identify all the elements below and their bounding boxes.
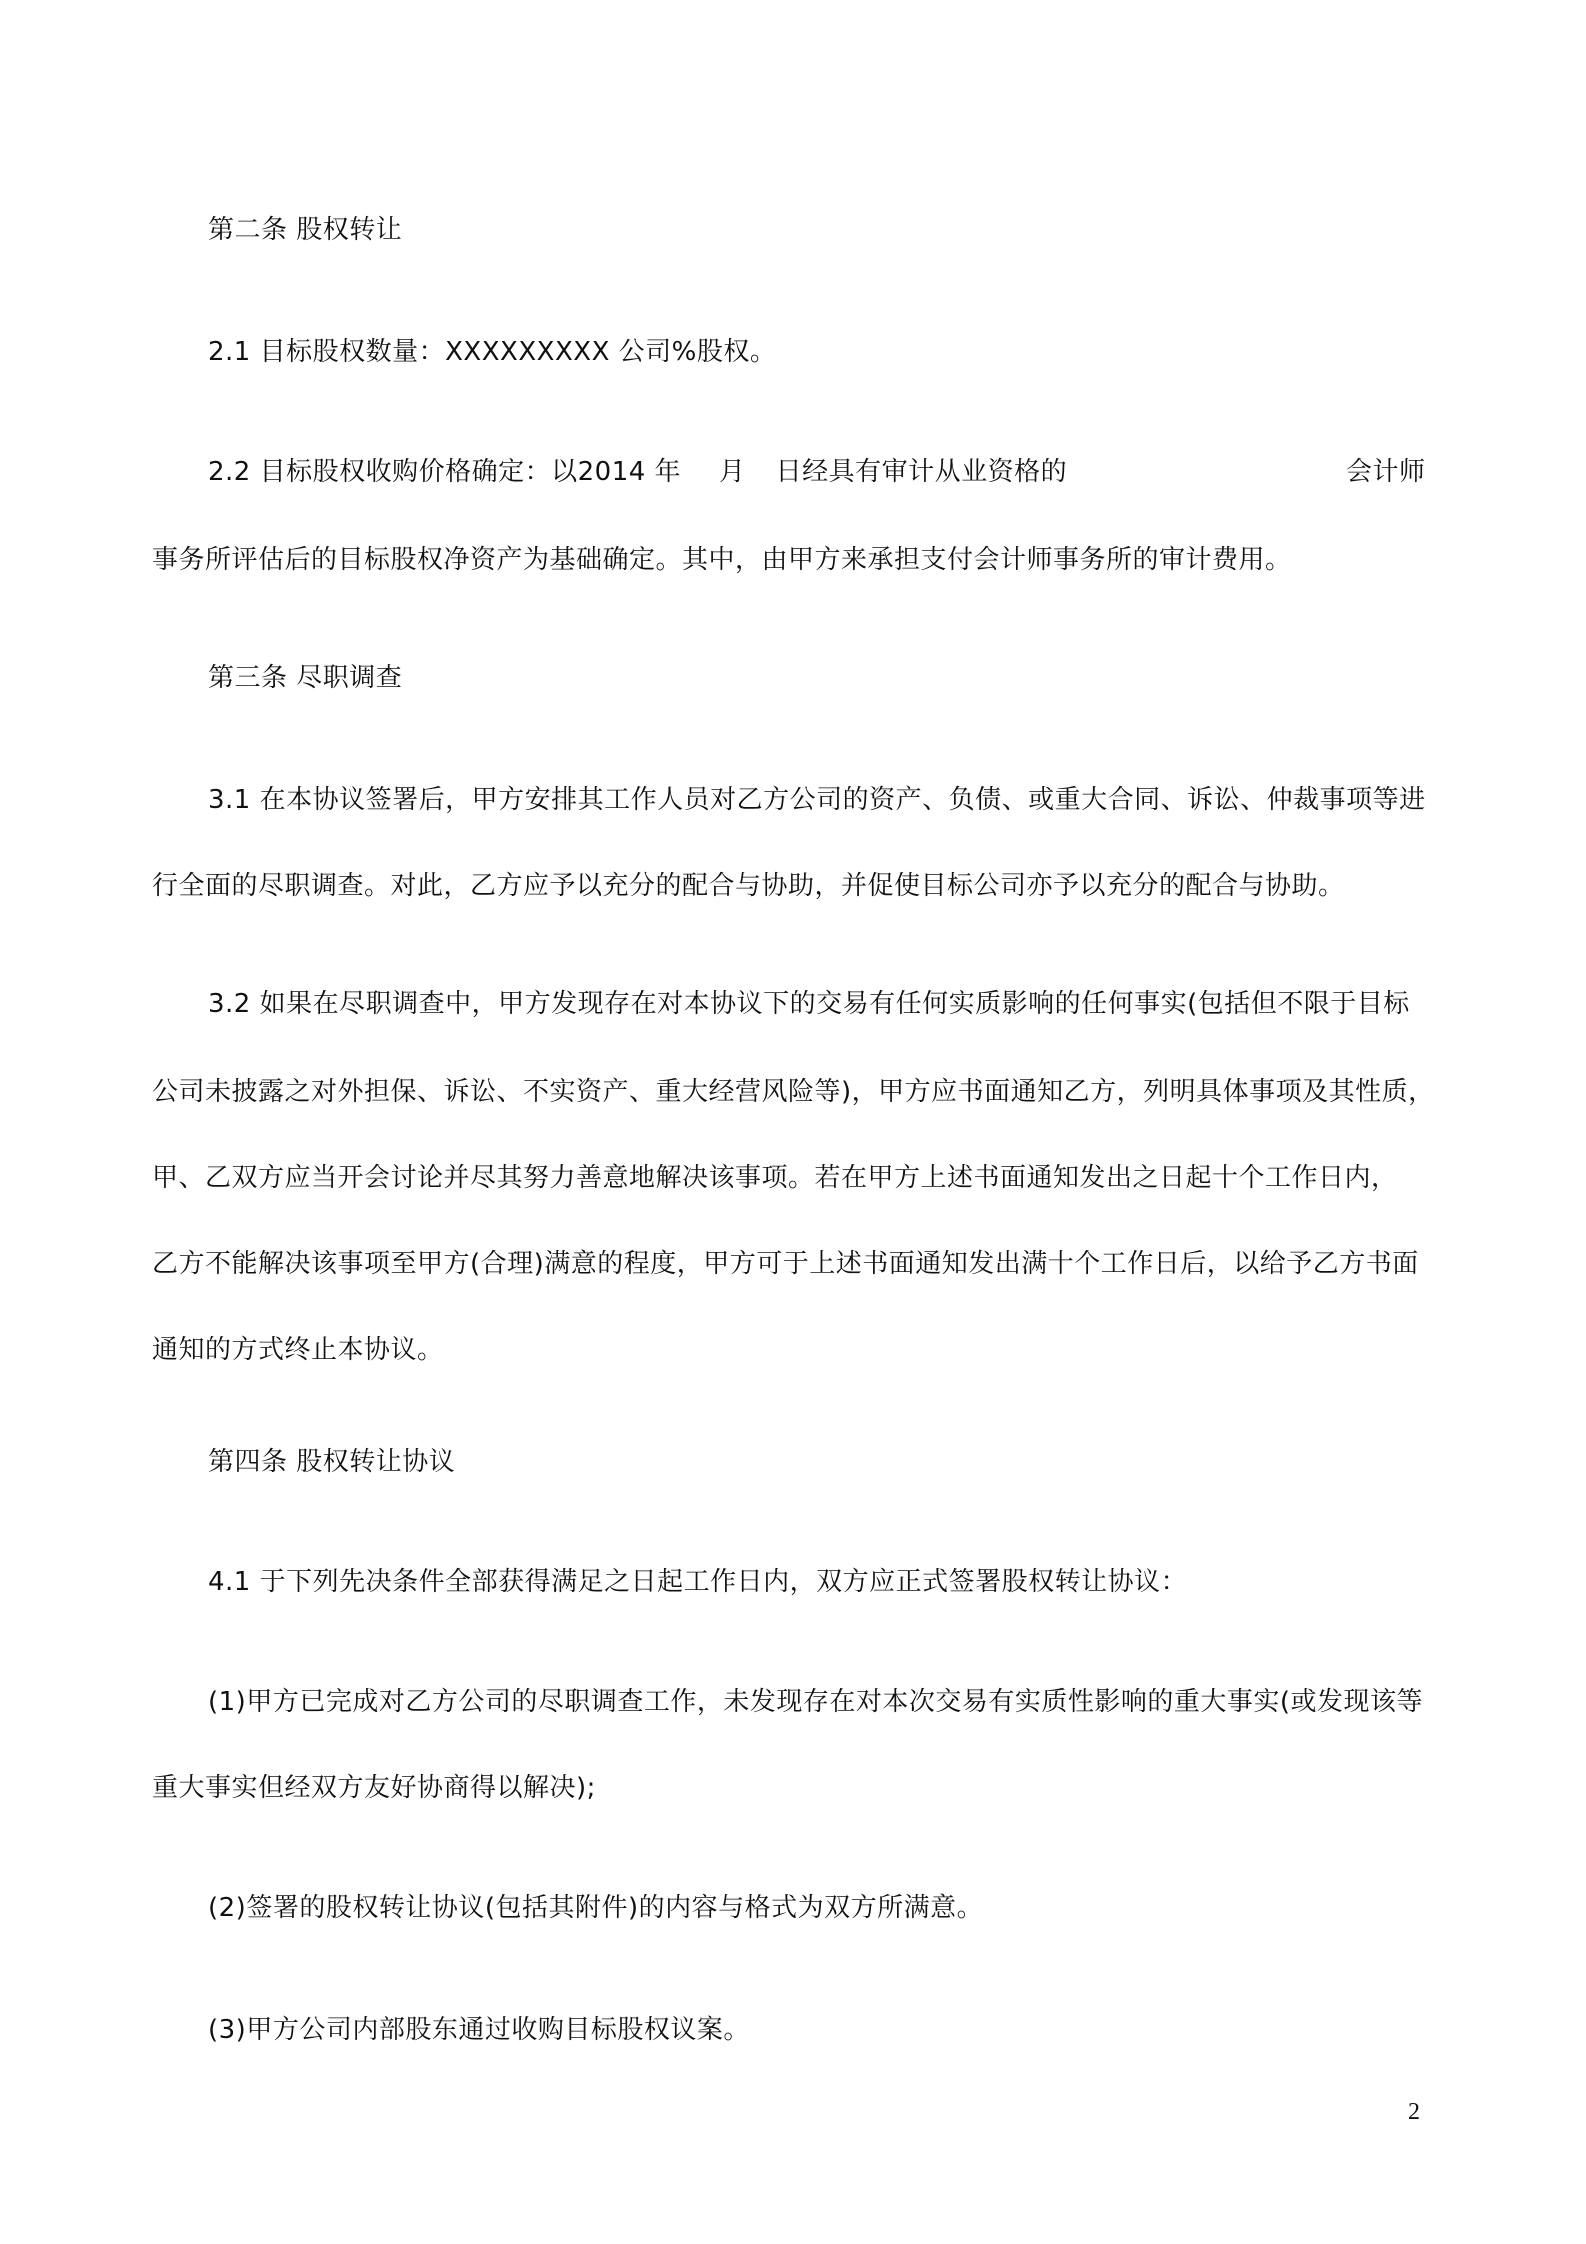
clause-2-2-line-1: [208, 454, 1508, 490]
clause-3-2-line-4: 乙方不能解决该事项至甲方(合理)满意的程度，甲方可于上述书面通知发出满十个工作日后，以给予乙方书面: [152, 1249, 1419, 1279]
clause-2-2-part-a: 2.2 目标股权收购价格确定：以2014 年: [208, 457, 682, 487]
article-3-heading: 第三条 尽职调查: [208, 663, 403, 693]
condition-1-line-2: 重大事实但经双方友好协商得以解决);: [152, 1773, 596, 1803]
clause-4-1: 4.1 于下列先决条件全部获得满足之日起工作日内，双方应正式签署股权转让协议：: [208, 1567, 1188, 1597]
clause-2-2-part-b: 月: [719, 457, 746, 487]
clause-2-2-line-2: 事务所评估后的目标股权净资产为基础确定。其中，由甲方来承担支付会计师事务所的审计费用。: [152, 545, 1292, 575]
condition-3: (3)甲方公司内部股东通过收购目标股权议案。: [208, 2015, 750, 2045]
condition-2: (2)签署的股权转让协议(包括其附件)的内容与格式为双方所满意。: [208, 1893, 984, 1923]
clause-3-1-line-1: 3.1 在本协议签署后，甲方安排其工作人员对乙方公司的资产、负债、或重大合同、诉讼、仲裁事项等进: [208, 785, 1426, 815]
clause-3-2-line-5: 通知的方式终止本协议。: [152, 1335, 444, 1365]
clause-2-2-part-c: 日经具有审计从业资格的: [775, 457, 1068, 487]
clause-3-2-line-2: 公司未披露之对外担保、诉讼、不实资产、重大经营风险等)，甲方应书面通知乙方，列明具体事项及其性质，: [152, 1077, 1435, 1107]
clause-2-1: 2.1 目标股权数量：XXXXXXXXX 公司%股权。: [208, 337, 777, 367]
article-2-heading: 第二条 股权转让: [208, 215, 403, 245]
condition-1-line-1: (1)甲方已完成对乙方公司的尽职调查工作，未发现存在对本次交易有实质性影响的重大事实(或发现该等: [208, 1687, 1423, 1717]
clause-3-2-line-1: 3.2 如果在尽职调查中，甲方发现存在对本协议下的交易有任何实质影响的任何事实(包括但不限于目标: [208, 989, 1410, 1019]
clause-2-2-part-d: 会计师: [1346, 457, 1426, 487]
page-number: 2: [1408, 2099, 1420, 2125]
article-4-heading: 第四条 股权转让协议: [208, 1447, 456, 1477]
clause-3-1-line-2: 行全面的尽职调查。对此，乙方应予以充分的配合与协助，并促使目标公司亦予以充分的配合与协助。: [152, 871, 1345, 901]
clause-3-2-line-3: 甲、乙双方应当开会讨论并尽其努力善意地解决该事项。若在甲方上述书面通知发出之日起十个工作日内，: [152, 1163, 1398, 1193]
